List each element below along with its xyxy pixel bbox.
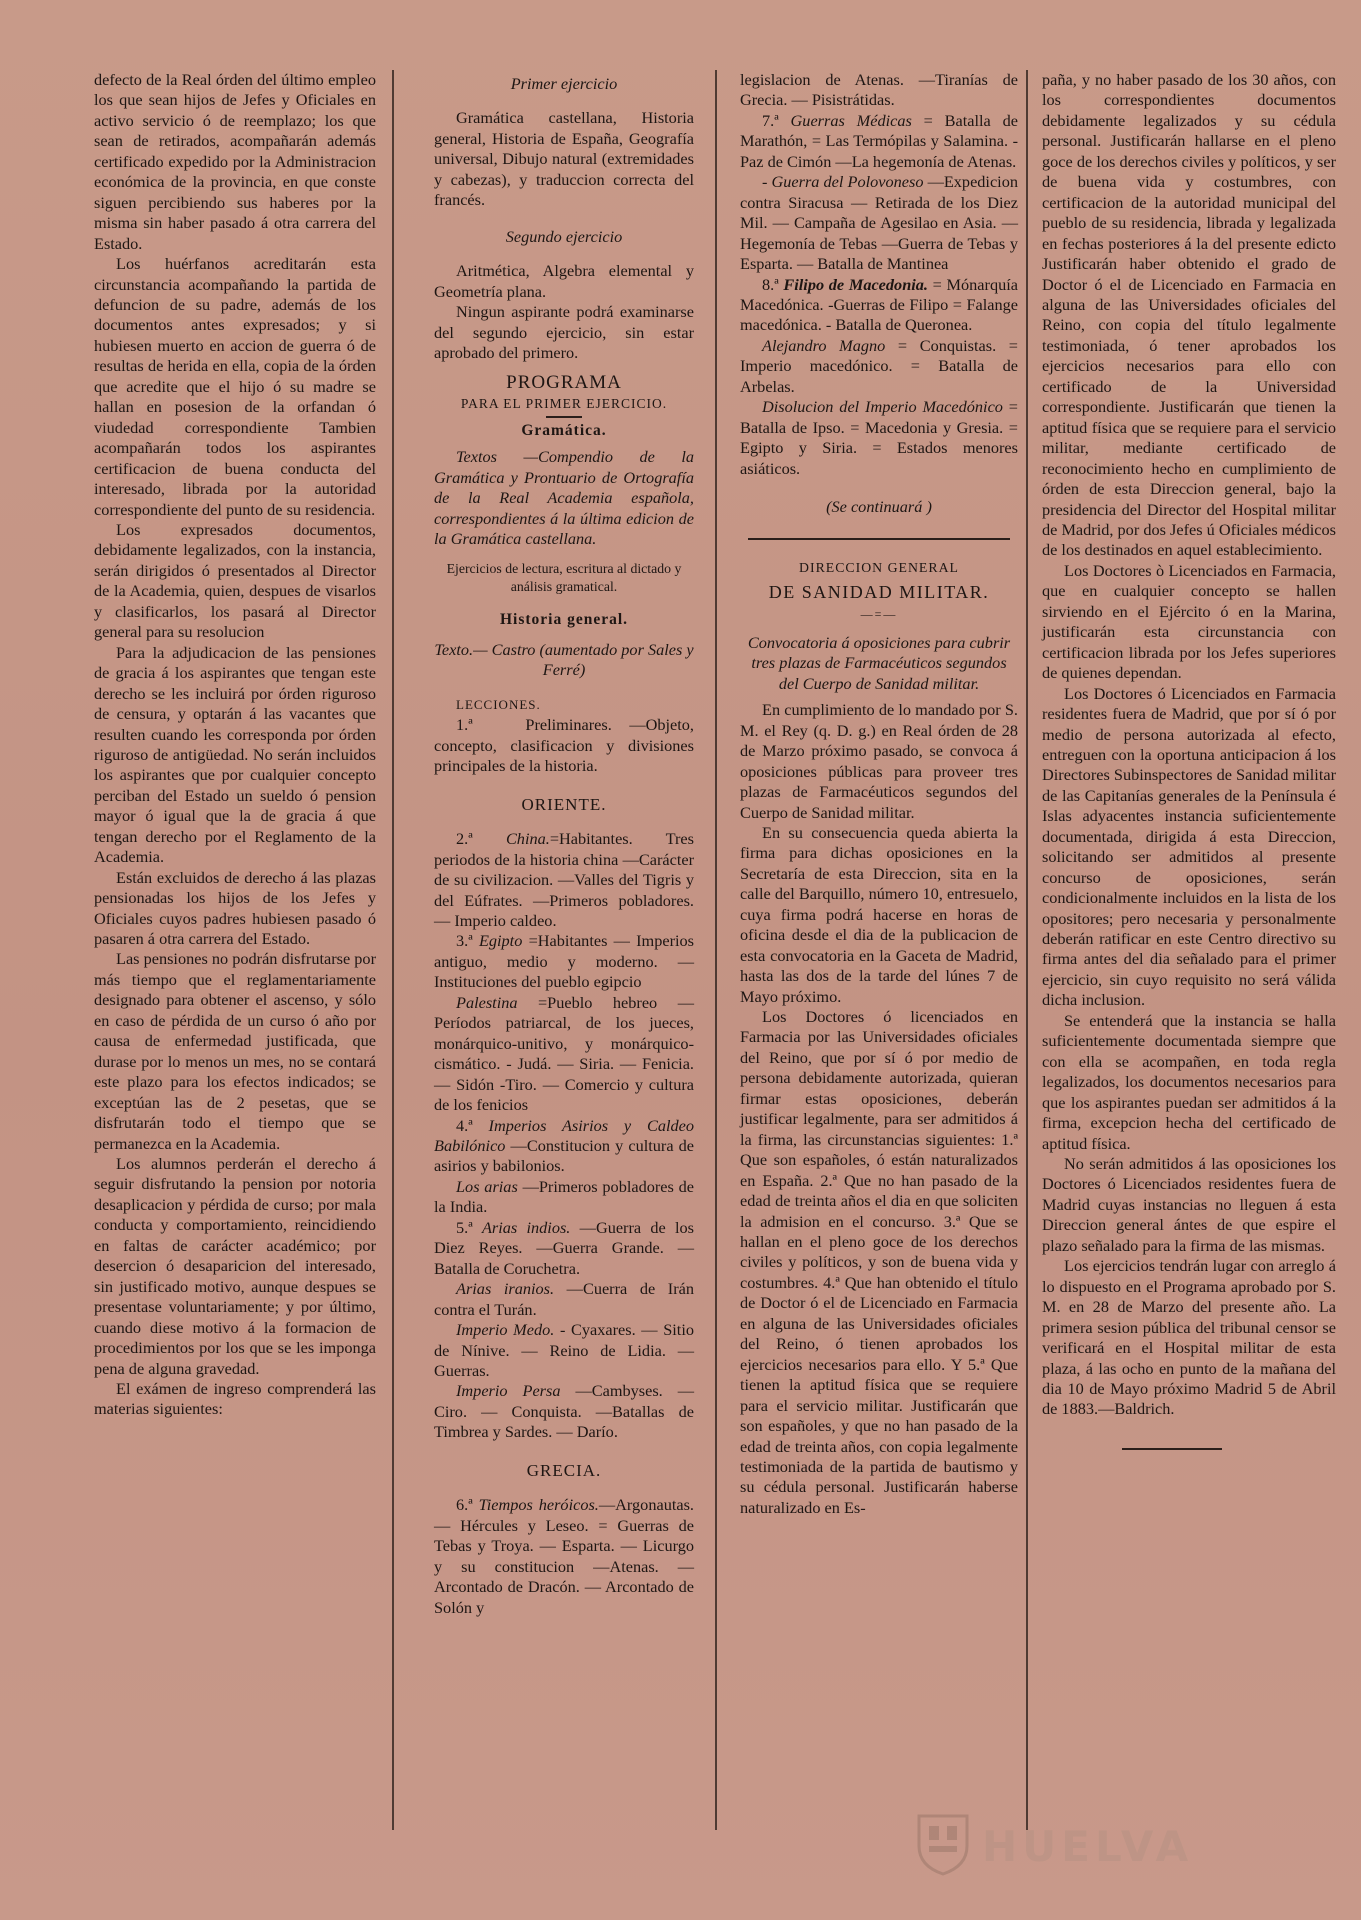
paragraph: El exámen de ingreso comprenderá las materias siguientes: (94, 1379, 376, 1419)
leccion-title: Alejandro Magno (762, 335, 886, 355)
column-4 (1042, 70, 1336, 1450)
leccion-text: =Pueblo hebreo — Períodos patriarcal, de los jueces, monárquico-unitivo, y monárquico-cismático. - Judá. — Siria. — Fenicia. — Sidón -Tiro. — Comercio y cultura de los fenicios (434, 992, 694, 1115)
convocatoria-heading: Convocatoria á oposiciones para cubrir tres plazas de Farmacéuticos segundos del Cuerpo de Sanidad militar. (747, 632, 1011, 693)
historia-text: Texto.— Castro (aumentado por Sales y Ferré) (434, 640, 694, 680)
leccion-arias (434, 1177, 694, 1218)
leccion-text: —Cambyses. — Ciro. — Conquista. —Batallas de Timbrea y Sardes. — Darío. (434, 1381, 694, 1442)
leccion-title: Arias indios. (481, 1217, 571, 1237)
leccion-text: = Mónarquía Macedónica. -Guerras de Filipo = Falange macedónica. - Batalla de Queronea. (740, 274, 1018, 335)
leccion-text: = Conquistas. = Imperio macedónico. = Batalla de Arbelas. (740, 335, 1018, 396)
leccion-8 (740, 275, 1018, 336)
leccion-text: Preliminares. —Objeto, concepto, clasificacion y divisiones principales de la historia. (434, 715, 694, 776)
column-divider (1026, 70, 1028, 1830)
section-divider (748, 538, 1010, 540)
leccion-number: 5.ª (456, 1217, 473, 1237)
leccion-number: 8.ª (762, 274, 779, 294)
column-divider (392, 70, 394, 1830)
leccion-title: Los arias (456, 1176, 518, 1196)
leccion-text: =Habitantes. Tres periodos de la historia china —Carácter de su civilizacion. —Valles del Tigris y del Eúfrates. —Primeros pobladores. — Imperio caldeo. (434, 829, 694, 930)
leccion-number: 3.ª (456, 931, 473, 951)
paragraph: Los ejercicios tendrán lugar con arreglo á lo dispuesto en el Programa aprobado por S. M. en 28 de Marzo del presente año. La primera sesion pública del tribunal censor se verificará en el Hospital militar de esta plaza, á las ocho en punto de la mañana del dia 10 de Mayo próximo Madrid 5 de Abril de 1883.—Baldrich. (1042, 1256, 1336, 1419)
leccion-title: Disolucion del Imperio Macedónico (762, 397, 1003, 417)
leccion-text: = Batalla de Ipso. = Macedonia y Gresia. = Egipto y Siria. = Estados menores asiáticos. (740, 397, 1018, 478)
programa-title: PROGRAMA (506, 372, 622, 394)
paragraph: Los Doctores ó licenciados en Farmacia por las Universidades oficiales del Reino, que por sí ó por medio de persona debidamente autorizada, quieran firmar estas oposiciones, deberán justificar legalmente, para ser admitidos á la firma, las circunstancias siguientes: 1.ª Que son españoles, ó están naturalizados en España. 2.ª Que no han pasado de la edad de treinta años el dia en que soliciten la admision en el concurso. 3.ª Que se hallan en el pleno goce de los derechos civiles y políticos, y son de buena vida y costumbres. 4.ª Que han obtenido el título de Doctor ó el de Licenciado en Farmacia en alguna de las Universidades oficiales del Reino, ó tienen aprobados los ejercicios necesarios para ello. Y 5.ª Que tienen la aptitud física que se requiere para el servicio militar. Justificarán que son españoles, y que no han pasado de la edad de treinta años, con copia legalmente testimoniada de la partida de bautismo y su cédula personal. Justificarán haberse naturalizado en Es- (740, 1007, 1018, 1517)
paragraph: Los alumnos perderán el derecho á seguir disfrutando la pension por notoria desaplicacion y pérdida de curso; por mala conducta y comportamiento, reincidiendo en faltas de carácter académico; por desercion ó desaparicion del interesado, sin justificado motivo, aunque despues se presentase voluntariamente; y por último, cuando diese motivo á la formacion de procedimientos por los que se les imponga pena de alguna gravedad. (94, 1154, 376, 1378)
leccion-palestina (434, 993, 694, 1116)
leccion-number: 1.ª (456, 715, 473, 735)
divider (546, 416, 582, 418)
primer-ejercicio-text: Gramática castellana, Historia general, Historia de España, Geografía universal, Dibujo natural (extremidades y cabezas), y traduccion correcta del francés. (434, 108, 694, 210)
leccion-title: Imperio Persa (456, 1381, 561, 1401)
column-2 (434, 70, 694, 1618)
leccion-title: Imperios Asirios y Caldeo Babilónico (434, 1115, 694, 1155)
leccion-5 (434, 1218, 694, 1279)
leccion-title: Arias iranios. (456, 1279, 555, 1299)
leccion-text: —Argonautas. — Hércules y Leseo. = Guerras de Tebas y Troya. — Esparta. — Licurgo y su constitucion —Atenas. — Arcontado de Dracón. — Arcontado de Solón y (434, 1495, 694, 1617)
paragraph: Los expresados documentos, debidamente legalizados, con la instancia, serán dirigidos ó presentados al Director de la Academia, quien, despues de visarlos y clasificarlos, los pasará al Director general para su resolucion (94, 519, 376, 642)
leccion-text: =Habitantes — Imperios antiguo, medio y moderno. — Instituciones del pueblo egipcio (434, 931, 695, 992)
leccion-text: —Guerra de los Diez Reyes. —Guerra Grande. — Batalla de Coruchetra. (434, 1217, 695, 1278)
paragraph: Las pensiones no podrán disfrutarse por más tiempo que el reglamentariamente designado para obtener el ascenso, y sólo en caso de pérdida de un curso ó año por causa de enfermedad justificada, que durase por lo menos un mes, no se contará este plazo para los efectos indicados; se exceptúan las de 2 pesetas, que se disfrutarán todo el tiempo que se permanezca en la Academia. (94, 949, 376, 1153)
leccion-title: - Guerra del Polovoneso (762, 172, 924, 192)
leccion-text: —Constitucion y cultura de asirios y babilonios. (434, 1135, 695, 1176)
end-rule (1122, 1448, 1222, 1450)
oriente-heading: ORIENTE. (521, 794, 607, 814)
leccion-title: Guerras Médicas (790, 110, 912, 130)
paragraph: En su consecuencia queda abierta la firma para dichas oposiciones en la Secretaría de esta Direccion, sita en la calle del Barquillo, número 10, entresuelo, cuya firma podrá hacerse en horas de oficina desde el dia de la publicacion de esta convocatoria en la Gaceta de Madrid, hasta las dos de la tarde del lúnes 7 de Mayo próximo. (740, 822, 1018, 1006)
paragraph: En cumplimiento de lo mandado por S. M. el Rey (q. D. g.) en Real órden de 28 de Marzo próximo pasado, se convoca á oposiciones públicas para proveer tres plazas de Farmacéuticos segundos del Cuerpo de Sanidad militar. (740, 700, 1018, 822)
leccion-alejandro (740, 336, 1018, 397)
leccion-text: —Expedicion contra Siracusa — Retirada de los Diez Mil. — Campaña de Agesilao en Asia. — Hegemonía de Tebas —Guerra de Tebas y Esparta. — Batalla de Mantinea (740, 172, 1018, 274)
se-continuara: (Se continuará ) (826, 497, 932, 517)
leccion-3 (434, 931, 694, 992)
segundo-ejercicio-heading: Segundo ejercicio (505, 226, 623, 246)
paragraph: paña, y no haber pasado de los 30 años, con los correspondientes documentos debidamente legalizados y su cédula personal. Justificarán hallarse en el pleno goce de los derechos civiles y políticos, y ser de buena vida y costumbres, con certificacion de la autoridad municipal del pueblo de su residencia, librada y legalizada en fechas posteriores á la del presente edicto Justificarán haber obtenido el grado de Doctor ó el de Licenciado en Farmacia en alguna de las Universidades oficiales del Reino, con copia del título legalmente testimoniada, ó tener aprobados los ejercicios necesarios para ello con certificado de la Universidad correspondiente. Justificarán que tienen la aptitud física que se requiere para el servicio militar, mediante certificado de reconocimiento hecho en cumplimiento de órden de esta Direccion general, bajo la presidencia del Director del Hospital militar de Madrid, por dos Jefes ú Oficiales médicos de los destinados en aquel establecimiento. (1042, 70, 1336, 560)
coat-of-arms-icon (915, 1812, 971, 1876)
primer-ejercicio-heading: Primer ejercicio (510, 74, 618, 93)
leccion-title: Tiempos heróicos. (478, 1495, 599, 1515)
leccion-7 (740, 111, 1018, 172)
column-divider (715, 70, 717, 1830)
leccion-iranios (434, 1279, 694, 1320)
direccion-subtitle: DE SANIDAD MILITAR. (768, 581, 990, 602)
leccion-title: Palestina (456, 992, 518, 1012)
leccion-polovoneso (740, 172, 1018, 274)
paragraph: Los huérfanos acreditarán esta circunstancia acompañando la partida de defuncion de su padre, además de los documentos antes expresados; y si hubiesen muerto en accion de guerra ó de resultas de herida en ella, copia de la órden que acredite que el hijo ó su madre se hallan en posesion de la orfandan ó viudedad correspondiente Tambien acompañarán todos los aspirantes certificacion de buena conducta del interesado, librada por la autoridad correspondiente del punto de su residencia. (94, 254, 376, 519)
archive-watermark: HUELVA (982, 1822, 1194, 1871)
leccion-number: 4.ª (456, 1115, 473, 1135)
leccion-4 (434, 1116, 694, 1177)
leccion-text: —Cuerra de Irán contra el Turán. (434, 1279, 694, 1319)
leccion-title: Imperio Medo. (456, 1320, 555, 1340)
leccion-number: 7.ª (762, 110, 779, 130)
leccion-number: 6.ª (456, 1495, 473, 1515)
gramatica-text: Textos —Compendio de la Gramática y Prontuario de Ortografía de la Real Academia española, correspondientes á la última edicion de la Gramática castellana. (434, 447, 694, 549)
programa-subtitle: PARA EL PRIMER EJERCICIO. (460, 395, 668, 411)
paragraph: No serán admitidos á las oposiciones los Doctores ó Licenciados residentes fuera de Madrid cuyas instancias no lleguen á esta Direccion general ántes de que espire el plazo señalado para la firma de las mismas. (1042, 1154, 1336, 1255)
leccion-text: = Batalla de Marathón, = Las Termópilas y Salamina. - Paz de Cimón —La hegemonía de Atenas. (740, 110, 1018, 171)
segundo-ejercicio-note: Ningun aspirante podrá examinarse del segundo ejercicio, sin estar aprobado del primero. (434, 302, 694, 362)
leccion-title: Egipto (478, 931, 523, 951)
leccion-medo (434, 1320, 694, 1381)
paragraph: Se entenderá que la instancia se halla suficientemente documentada siempre que con ella se acompañen, en toda regla legalizados, los documentos necesarios para que los aspirantes puedan ser admitidos á la firma, excepcion hecha del certificado de aptitud física. (1042, 1010, 1336, 1153)
segundo-ejercicio-text: Aritmética, Algebra elemental y Geometría plana. (434, 261, 694, 301)
leccion-number: 2.ª (456, 829, 473, 849)
ornament-divider: —=— (860, 607, 898, 622)
ejercicios-lectura: Ejercicios de lectura, escritura al dictado y análisis gramatical. (446, 560, 682, 594)
leccion-2 (434, 829, 694, 931)
leccion-title: China. (505, 829, 550, 849)
direccion-title: DIRECCION GENERAL (799, 559, 959, 575)
leccion-disolucion (740, 397, 1018, 479)
leccion-title: Filipo de Macedonia. (783, 274, 928, 294)
paragraph: defecto de la Real órden del último empleo los que sean hijos de Jefes y Oficiales en activo servicio ó de reemplazo; los que sean de retirados, acompañarán además certificado expedido por la Administracion económica de la provincia, en que conste siguen percibiendo sus haberes por la misma sin haber pasado á otra carrera del Estado. (94, 70, 376, 253)
leccion-persa (434, 1381, 694, 1442)
column-1 (94, 70, 376, 1420)
paragraph: Están excluidos de derecho á las plazas pensionadas los hijos de los Jefes y Oficiales cuyos padres hubiesen pasado ó pasaren á otra carrera del Estado. (94, 867, 376, 949)
leccion-6 (434, 1495, 694, 1618)
leccion-text: - Cyaxares. — Sitio de Nínive. — Reino de Lidia. — Guerras. (434, 1320, 694, 1380)
leccion-text: —Primeros pobladores de la India. (434, 1176, 694, 1217)
lecciones-heading: LECCIONES. (456, 696, 541, 712)
column-3 (740, 70, 1018, 1518)
gramatica-heading: Gramática. (521, 421, 607, 439)
leccion-1 (434, 715, 694, 776)
paragraph: Para la adjudicacion de las pensiones de gracia á los aspirantes que tengan este derecho se les incluirá por órden riguroso de censura, y optarán á las vacantes que resulten cuando les corresponda por órden riguroso de antigüedad. No serán incluidos los aspirantes que por cualquier concepto perciban del Estado un sueldo ó pension mayor ó igual que la de gracia á que tengan derecho por el Reglamento de la Academia. (94, 642, 376, 867)
historia-heading: Historia general. (499, 610, 629, 628)
paragraph: Los Doctores ò Licenciados en Farmacia, que en cualquier concepto se hallen sirviendo en el Ejército ó en la Marina, justificarán esta circunstancia con certificacion librada por los Jefes superiores de quienes dependan. (1042, 560, 1336, 683)
grecia-heading: GRECIA. (526, 1460, 602, 1480)
paragraph: legislacion de Atenas. —Tiranías de Grecia. — Pisistrátidas. (740, 70, 1018, 110)
paragraph: Los Doctores ó Licenciados en Farmacia residentes fuera de Madrid, que por sí ó por medio de persona autorizada al efecto, entreguen con la oportuna anticipacion á los Directores Subinspectores de Sanidad militar de las Capitanías generales de la Península é Islas adyacentes instancia suficientemente documentada, dirigida á esta Direccion, solicitando ser admitidos al presente concurso de oposiciones, serán condicionalmente incluidos en la lista de los opositores; pero necesaria y personalmente deberán ratificar en este Centro directivo su firma antes del dia señalado para el primer ejercicio, sin cuyo requisito no será válida dicha inclusion. (1042, 683, 1336, 1010)
